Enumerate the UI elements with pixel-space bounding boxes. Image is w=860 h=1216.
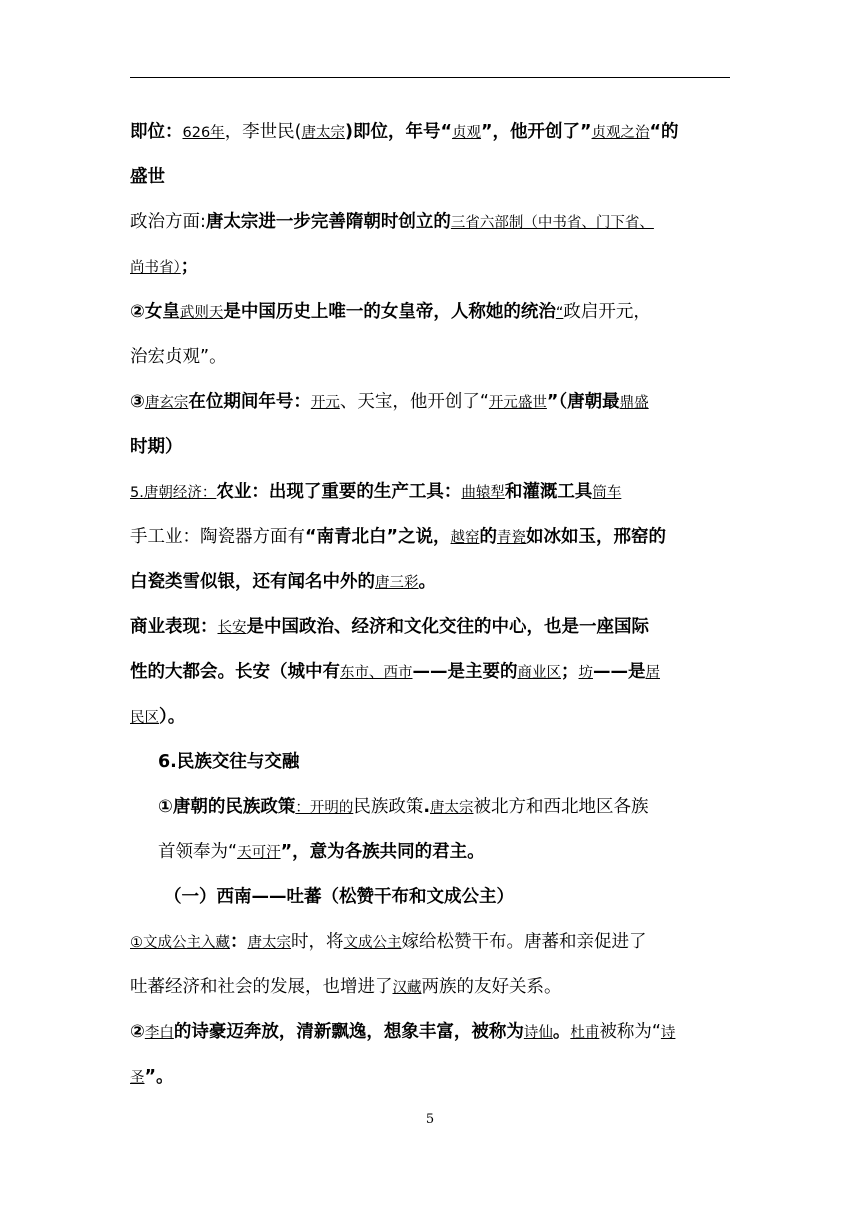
header-rule — [130, 77, 730, 78]
text-line — [130, 830, 735, 875]
text-run: 、天宝，他开创了“ — [339, 392, 489, 412]
text-line — [130, 1010, 735, 1055]
text-run: ”。 — [144, 1067, 174, 1087]
text-line — [130, 515, 735, 560]
text-run: 时，将 — [291, 932, 344, 952]
underlined-term: ①文成公主入藏 — [130, 935, 230, 951]
text-run: ”（唐朝最 — [546, 392, 620, 412]
underlined-term: 贞观之治 — [591, 125, 650, 141]
text-run: ”，意为各族共同的君主。 — [280, 842, 485, 862]
text-run: 如冰如玉，邢窑的 — [526, 527, 667, 547]
underlined-term: 天可汗 — [237, 845, 281, 861]
text-run: 在位期间年号： — [188, 392, 311, 412]
text-run: 盛世 — [130, 167, 165, 187]
text-run: 政治方面: — [130, 212, 206, 232]
underlined-term: 尚书省） — [130, 260, 181, 276]
text-run: 。 — [418, 572, 436, 592]
text-run: ② — [130, 1022, 145, 1042]
underlined-term: 文成公主 — [343, 935, 402, 951]
text-run: 手工业：陶瓷器方面有 — [130, 527, 305, 547]
text-run: 被称为“ — [599, 1022, 661, 1042]
text-line — [130, 290, 735, 335]
underlined-term: 曲辕犁 — [461, 485, 505, 501]
underlined-term: 长安 — [217, 620, 247, 636]
text-line — [130, 335, 735, 380]
text-run: ）。 — [159, 707, 186, 727]
underlined-term: 东市、西市 — [340, 665, 413, 681]
text-run: 是中国政治、经济和文化交往的中心，也是一座国际 — [246, 617, 649, 637]
text-run: ： — [230, 932, 248, 952]
text-run: 的诗豪迈奔放，清新飘逸，想象丰富，被称为 — [173, 1022, 524, 1042]
underlined-term: 圣 — [130, 1070, 145, 1086]
underlined-term: 唐玄宗 — [144, 395, 189, 411]
underlined-term: 诗 — [660, 1025, 676, 1041]
text-run: 农业：出现了重要的生产工具： — [216, 482, 462, 502]
section-heading — [130, 740, 735, 785]
text-run: 吐蕃经济和社会的发展，也增进了 — [130, 977, 393, 997]
text-line — [130, 785, 735, 830]
text-run: ③ — [130, 392, 145, 412]
underlined-term: 贞观 — [452, 125, 482, 141]
underlined-term: 民区 — [130, 710, 159, 726]
text-run: ”，他开创了” — [481, 122, 592, 142]
text-run: 和灌溉工具 — [504, 482, 593, 502]
text-run: ，李世民( — [224, 122, 302, 142]
subsection-heading — [130, 875, 735, 920]
underlined-term: 626年 — [182, 125, 225, 141]
document-body — [130, 110, 735, 1100]
underlined-term: 三省六部制（中书省、门下省、 — [450, 215, 654, 231]
text-run: 民族政策 — [353, 797, 424, 817]
underlined-term: 商业区 — [517, 665, 561, 681]
text-run: （一）西南——吐蕃（松赞干布和文成公主） — [164, 887, 514, 907]
text-line — [130, 965, 735, 1010]
underlined-term: 唐太宗 — [429, 800, 474, 816]
text-run: 。 — [552, 1022, 571, 1042]
underlined-term: 居 — [645, 665, 660, 681]
text-line — [130, 470, 735, 515]
underlined-term: 开元 — [310, 395, 340, 411]
text-line — [130, 425, 735, 470]
text-run: 商业表现： — [130, 617, 218, 637]
underlined-term: 筒车 — [592, 485, 622, 501]
underlined-term: 诗仙 — [523, 1025, 553, 1041]
text-run: 性的大都会。长安（城中有 — [130, 662, 340, 682]
text-line — [130, 155, 735, 200]
underlined-term: 杜甫 — [570, 1025, 600, 1041]
text-run: 嫁给松赞干布。唐蕃和亲促进了 — [401, 932, 647, 952]
text-line — [130, 110, 735, 155]
text-run: “南青北白”之说， — [305, 527, 451, 547]
text-run: 是中国历史上唯一的女皇帝，人称她的统治 — [223, 302, 556, 322]
text-run: 首领奉为“ — [158, 842, 238, 862]
text-line — [130, 920, 735, 965]
text-line — [130, 380, 735, 425]
text-line — [130, 1055, 735, 1100]
text-run: 唐太宗进一步完善隋朝时创立的 — [205, 212, 451, 232]
underlined-term: 唐三彩 — [375, 575, 419, 591]
text-run: 政启开元， — [563, 302, 651, 322]
text-run: ②女皇 — [130, 302, 180, 322]
text-run: ①唐朝的民族政策 — [158, 797, 296, 817]
text-run: 的 — [479, 527, 498, 547]
underlined-term: 开元盛世 — [488, 395, 547, 411]
text-line — [130, 560, 735, 605]
text-run: 两族的友好关系。 — [421, 977, 562, 997]
underlined-term: 越窑 — [450, 530, 480, 546]
text-run: 即位： — [130, 122, 183, 142]
text-line — [130, 650, 735, 695]
underlined-term: 武则天 — [179, 305, 224, 321]
text-run: ——是主要的 — [412, 662, 518, 682]
underlined-term: 唐太宗 — [247, 935, 291, 951]
underlined-term: 李白 — [144, 1025, 174, 1041]
text-run: )即位，年号“ — [345, 122, 453, 142]
text-run: ——是 — [593, 662, 646, 682]
text-run: 被北方和西北地区各族 — [473, 797, 649, 817]
text-run: ； — [561, 662, 579, 682]
text-run: 6.民族交往与交融 — [158, 752, 300, 772]
text-run: “的 — [649, 122, 679, 142]
underlined-term: 坊 — [578, 665, 593, 681]
underlined-term: 汉藏 — [392, 980, 422, 996]
text-line — [130, 245, 735, 290]
underlined-term: 鼎盛 — [619, 395, 649, 411]
text-run: 白瓷类雪似银，还有闻名中外的 — [130, 572, 375, 592]
page-number: 5 — [425, 1112, 435, 1127]
underlined-term: ：开明的 — [295, 800, 354, 816]
underlined-term: 青瓷 — [497, 530, 527, 546]
text-line — [130, 605, 735, 650]
text-run: ； — [180, 257, 199, 277]
text-run: . — [423, 797, 430, 817]
text-run: 治宏贞观”。 — [130, 347, 227, 367]
underlined-term: 唐太宗 — [301, 125, 346, 141]
text-line — [130, 200, 735, 245]
underlined-term: “ — [555, 305, 564, 321]
text-run: 时期） — [130, 437, 183, 457]
text-line — [130, 695, 735, 740]
underlined-term: 5.唐朝经济： — [130, 485, 217, 501]
